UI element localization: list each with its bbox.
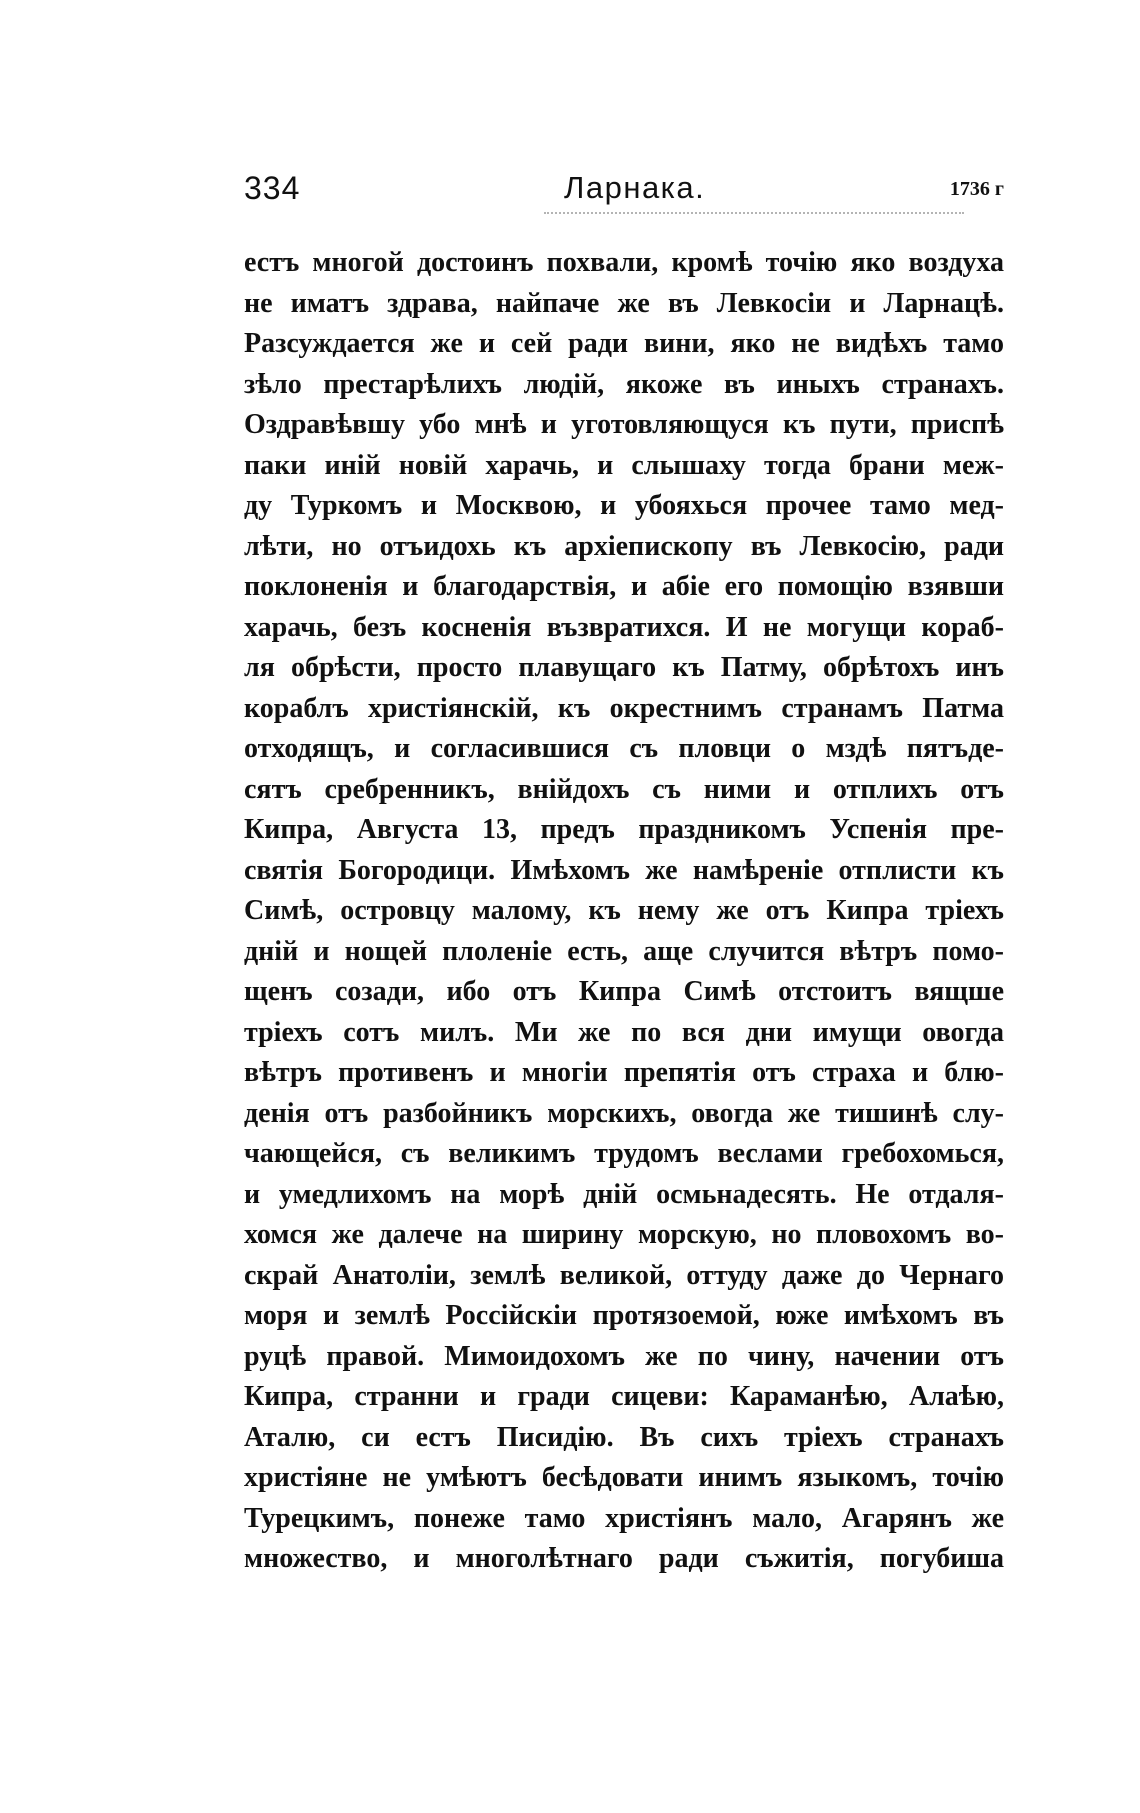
text-line: естъ многой достоинъ похвали, кромѣ точію яко воздуха <box>244 247 1004 278</box>
text-line: не иматъ здрава, найпаче же въ Левкосіи и Ларнацѣ. <box>244 287 1004 319</box>
text-line: множество, и многолѣтнаго ради съжитія, погубиша <box>244 1543 1004 1574</box>
text-line: щенъ созади, ибо отъ Кипра Симѣ отстоитъ вящше <box>244 976 1004 1007</box>
running-head <box>244 168 1004 214</box>
text-line: Симѣ, островцу малому, къ нему же отъ Кипра тріехъ <box>244 895 1004 926</box>
header-year: 1736 г <box>949 178 1004 200</box>
text-line: моря и землѣ Россійскіи протязоемой, юже имѣхомъ въ <box>244 1300 1004 1331</box>
text-line: харачь, безъ косненія възвратихся. И не могущи кораб- <box>244 611 1004 643</box>
text-line: чающейся, съ великимъ трудомъ веслами гребохомься, <box>244 1138 1004 1169</box>
text-line: паки иній новій харачь, и слышаху тогда брани меж- <box>244 449 1004 481</box>
text-line: хомся же далече на ширину морскую, но пловохомъ во- <box>244 1219 1004 1250</box>
text-line: и умедлихомъ на морѣ дній осмьнадесять. Не отдаля- <box>244 1178 1004 1210</box>
text-line: денія отъ разбойникъ морскихъ, овогда же тишинѣ слу- <box>244 1097 1004 1129</box>
text-line: дній и нощей плоленіе есть, аще случится вѣтръ помо- <box>244 935 1004 967</box>
page-number: 334 <box>244 170 301 206</box>
text-line: зѣло престарѣлихъ людій, якоже въ иныхъ странахъ. <box>244 368 1004 400</box>
text-line: Оздравѣвшу убо мнѣ и уготовляющуся къ пути, приспѣ <box>244 409 1004 440</box>
text-line: Кипра, Августа 13, предъ праздникомъ Успенія пре- <box>244 814 1004 845</box>
text-line: святія Богородици. Имѣхомъ же намѣреніе отплисти къ <box>244 854 1004 886</box>
text-line: Турецкимъ, понеже тамо христіянъ мало, Агарянъ же <box>244 1502 1004 1534</box>
text-line: ду Туркомъ и Москвою, и убояхься прочее тамо мед- <box>244 490 1004 521</box>
text-line: тріехъ сотъ милъ. Ми же по вся дни имущи овогда <box>244 1016 1004 1048</box>
text-line: Кипра, странни и гради сицеви: Караманѣю, Алаѣю, <box>244 1381 1004 1412</box>
running-title: Ларнака. <box>564 170 706 205</box>
header-rule <box>544 212 964 214</box>
text-line: руцѣ правой. Мимоидохомъ же по чину, начении отъ <box>244 1340 1004 1372</box>
text-line: Аталю, си естъ Писидію. Въ сихъ тріехъ странахъ <box>244 1421 1004 1453</box>
text-line: христіяне не умѣютъ бесѣдовати инимъ языкомъ, точію <box>244 1462 1004 1493</box>
text-line: скрай Анатоліи, землѣ великой, оттуду даже до Чернаго <box>244 1259 1004 1291</box>
text-line: ля обрѣсти, просто плавущаго къ Патму, обрѣтохъ инъ <box>244 652 1004 683</box>
text-line: лѣти, но отъидохь къ архіепископу въ Левкосію, ради <box>244 530 1004 562</box>
text-line: поклоненія и благодарствія, и абіе его помощію взявши <box>244 571 1004 602</box>
text-line: Разсуждается же и сей ради вини, яко не видѣхъ тамо <box>244 328 1004 359</box>
body-text <box>244 243 1004 1580</box>
text-line: кораблъ христіянскій, къ окрестнимъ странамъ Патма <box>244 692 1004 724</box>
text-line: отходящъ, и согласившися съ пловци о мздѣ пятъде- <box>244 733 1004 764</box>
text-line: сятъ сребренникъ, внійдохъ съ ними и отплихъ отъ <box>244 773 1004 805</box>
text-line: вѣтръ противенъ и многіи препятія отъ страха и блю- <box>244 1057 1004 1088</box>
